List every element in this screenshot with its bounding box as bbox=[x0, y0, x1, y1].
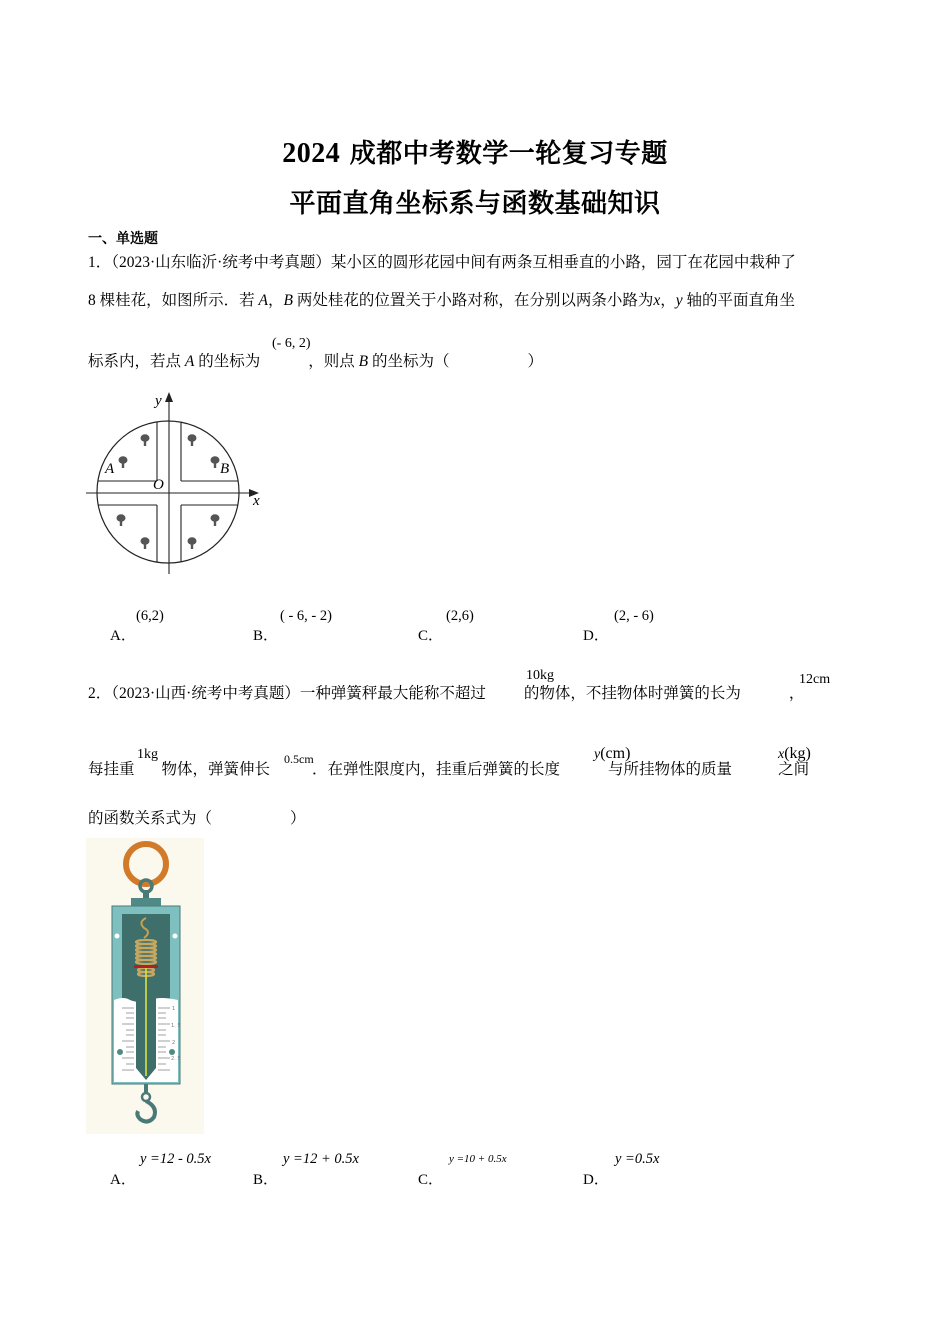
q1-text: 标系内，若点 bbox=[88, 353, 182, 370]
q1-number: 1． bbox=[88, 254, 112, 271]
var-y: y bbox=[594, 747, 601, 762]
q1-text: ， bbox=[267, 292, 284, 309]
svg-text:2: 2 bbox=[172, 1040, 176, 1046]
svg-text:2. 5: 2. 5 bbox=[171, 1056, 181, 1062]
q1-text: 某小区的圆形花园中间有两条互相垂直的小路，园丁在花园中栽种了 bbox=[330, 254, 796, 271]
option-label: B． bbox=[253, 628, 279, 644]
q2-stretch: 0.5cm bbox=[284, 752, 314, 766]
axis-label-x: x bbox=[253, 493, 260, 509]
tree-icon bbox=[188, 537, 197, 549]
option-value: (2,6) bbox=[446, 608, 474, 624]
option-value: y =12 - 0.5x bbox=[140, 1151, 211, 1167]
svg-text:1. 5: 1. 5 bbox=[171, 1023, 181, 1029]
option-value: y =10 + 0.5x bbox=[449, 1153, 507, 1165]
tree-icon bbox=[119, 456, 128, 468]
garden-diagram bbox=[85, 388, 275, 578]
q2-text: ， bbox=[788, 685, 805, 702]
q2-text: 与所挂物体的质量 bbox=[608, 761, 733, 778]
q2-text: 的物体，不挂物体时弹簧的长为 bbox=[523, 685, 741, 702]
q1-text: 的坐标为（ bbox=[371, 353, 450, 370]
q2-text: 一种弹簧秤最大能称不超过 bbox=[299, 685, 486, 702]
q1-garden-figure bbox=[85, 388, 275, 583]
q2-unit-mass: 1kg bbox=[137, 747, 158, 762]
q1-var-b: B bbox=[358, 353, 369, 370]
q1-line2 bbox=[88, 291, 795, 311]
option-label: A． bbox=[110, 628, 136, 644]
point-a-label: A bbox=[105, 461, 115, 477]
q2-line3 bbox=[88, 809, 306, 829]
spring-scale-image bbox=[86, 838, 204, 1134]
q1-text: 轴的平面直角坐 bbox=[686, 292, 796, 309]
q2-y-var bbox=[594, 745, 630, 763]
axis-label-y: y bbox=[155, 393, 162, 409]
document-title-line2: 平面直角坐标系与函数基础知识 bbox=[289, 189, 661, 219]
tree-icon bbox=[141, 537, 150, 549]
garden-circle bbox=[97, 421, 239, 563]
q2-number: 2． bbox=[88, 685, 112, 702]
option-value: ( - 6, - 2) bbox=[280, 608, 332, 624]
tree-icon bbox=[141, 434, 150, 446]
q1-line1 bbox=[88, 253, 796, 273]
q1-var-b: B bbox=[283, 292, 293, 309]
tree-icon bbox=[211, 456, 220, 468]
q2-x-var bbox=[778, 745, 811, 763]
q1-text: 两处桂花的位置关于小路对称，在分别以两条小路为 bbox=[296, 292, 654, 309]
option-label: D． bbox=[583, 628, 609, 644]
q1-source: （2023·山东临沂·统考中考真题） bbox=[111, 254, 331, 271]
q1-text: 的坐标为 bbox=[198, 353, 261, 370]
q2-line2 bbox=[88, 760, 809, 780]
q1-text: ） bbox=[527, 353, 544, 370]
q2-text: 之间 bbox=[778, 761, 810, 778]
q2-source: （2023·山西·统考中考真题） bbox=[111, 685, 300, 702]
option-value: (2, - 6) bbox=[614, 608, 654, 624]
q1-var-a: A bbox=[258, 292, 268, 309]
point-b-label: B bbox=[220, 461, 230, 477]
option-label: C． bbox=[418, 628, 444, 644]
tree-icon bbox=[117, 514, 126, 526]
var-x: x bbox=[778, 747, 785, 762]
tree-icon bbox=[211, 514, 220, 526]
title-year: 2024 bbox=[282, 138, 341, 169]
q1-line3 bbox=[88, 352, 543, 372]
q2-text: ．在弹性限度内，挂重后弹簧的长度 bbox=[312, 761, 561, 778]
q2-max-mass: 10kg bbox=[526, 668, 554, 683]
q1-var-x: x bbox=[653, 292, 661, 309]
q2-line1 bbox=[88, 684, 804, 704]
q1-var-y: y bbox=[675, 292, 683, 309]
screw-icon bbox=[117, 1049, 123, 1055]
option-label: D． bbox=[583, 1172, 609, 1188]
unit-cm: (cm) bbox=[600, 745, 631, 762]
q1-var-a: A bbox=[184, 353, 195, 370]
q2-text: ） bbox=[290, 810, 306, 827]
title-text: 成都中考数学一轮复习专题 bbox=[349, 139, 668, 169]
option-label: B． bbox=[253, 1172, 279, 1188]
option-value: y =0.5x bbox=[615, 1151, 660, 1167]
q2-spring-scale-figure bbox=[86, 838, 204, 1139]
q2-text: 物体，弹簧伸长 bbox=[161, 761, 271, 778]
option-value: y =12 + 0.5x bbox=[283, 1151, 359, 1167]
q1-text: ， bbox=[660, 292, 676, 309]
section-heading: 一、单选题 bbox=[88, 231, 158, 247]
option-value: (6,2) bbox=[136, 608, 164, 624]
y-axis-arrow-icon bbox=[165, 392, 173, 402]
unit-kg: (kg) bbox=[784, 745, 811, 762]
svg-text:1: 1 bbox=[172, 1006, 176, 1012]
q2-text: 每挂重 bbox=[88, 761, 135, 778]
q2-rest-length: 12cm bbox=[799, 672, 831, 687]
q2-text: 的函数关系式为（ bbox=[88, 810, 213, 827]
option-label: A． bbox=[110, 1172, 136, 1188]
tree-icon bbox=[188, 434, 197, 446]
origin-label: O bbox=[153, 477, 164, 493]
q1-text: 8 棵桂花，如图所示．若 bbox=[88, 292, 255, 309]
q1-point-a-coord: (- 6, 2) bbox=[272, 336, 311, 351]
option-label: C． bbox=[418, 1172, 444, 1188]
document-title-line1 bbox=[0, 133, 950, 170]
q1-text: ，则点 bbox=[308, 353, 355, 370]
screw-icon bbox=[169, 1049, 175, 1055]
